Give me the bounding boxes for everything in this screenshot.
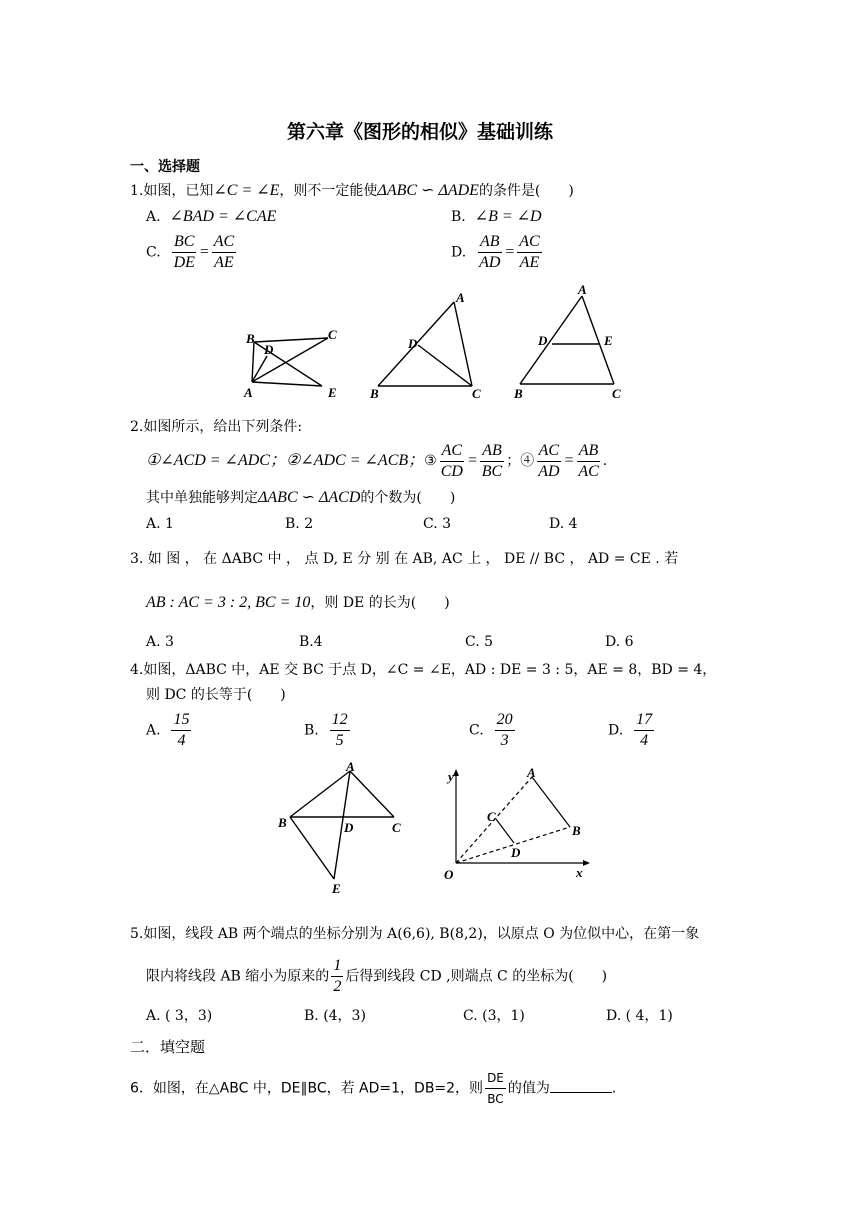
q3-option-d: D. 6 xyxy=(605,634,634,650)
fig4-label-C: C xyxy=(392,820,401,835)
numerator: AC xyxy=(537,441,561,462)
figure-row-2 xyxy=(270,755,600,900)
question-6 xyxy=(130,1068,616,1109)
question-1-stem xyxy=(130,182,574,200)
q6-tail: 的值为 xyxy=(507,1080,550,1097)
answer-blank[interactable] xyxy=(550,1078,612,1093)
q2-question-a: 其中单独能够判定 xyxy=(146,490,258,506)
option-label: D. xyxy=(608,722,624,739)
q2-option-b: B. 2 xyxy=(285,516,314,532)
q3-tail: ，则 DE 的长为( ) xyxy=(310,595,450,611)
page-title: 第六章《图形的相似》基础训练 xyxy=(287,121,554,143)
denominator: AD xyxy=(479,254,501,271)
denominator: 4 xyxy=(640,732,649,749)
question-3-line-2 xyxy=(146,594,450,612)
fig4-label-E: E xyxy=(332,881,341,896)
fig2-label-B: B xyxy=(370,386,379,401)
option-text: ∠BAD = ∠CAE xyxy=(169,208,277,225)
denominator: AE xyxy=(214,254,234,271)
q5-option-c: C. (3，1) xyxy=(463,1008,525,1024)
denominator: CD xyxy=(440,462,463,480)
numerator: AC xyxy=(517,232,541,253)
q2-cond-1: ①∠ACD = ∠ADC； xyxy=(146,452,286,469)
fig1-label-B: B xyxy=(246,331,255,346)
fig2-label-D: D xyxy=(408,336,418,351)
fig1-label-D: D xyxy=(264,342,274,357)
denominator: DE xyxy=(173,254,195,271)
fig4-label-B: B xyxy=(278,815,287,830)
denominator: BC xyxy=(481,462,503,480)
q2-cond-2: ②∠ADC = ∠ACB； xyxy=(285,452,425,469)
q4-option-a xyxy=(146,710,193,751)
question-3-line-1: 3. 如 图 ， 在 ΔABC 中 ， 点 D, E 分 别 在 AB, AC 上 ， DE // BC ， AD = CE . 若 xyxy=(130,551,679,567)
q2-option-c: C. 3 xyxy=(423,516,452,532)
q5-option-a: A. ( 3，3) xyxy=(146,1008,213,1024)
q6-end: . xyxy=(611,1080,617,1097)
question-4-line-1: 4.如图，ΔABC 中，AE 交 BC 于点 D，∠C = ∠E，AD : DE = 3 : 5，AE = 8，BD = 4， xyxy=(130,662,717,678)
fig1-label-E: E xyxy=(328,385,337,400)
q3-math: AB : AC = 3 : 2, BC = 10 xyxy=(146,594,311,611)
fig3-label-B: B xyxy=(514,386,523,401)
denominator: 5 xyxy=(335,732,344,749)
q2-question xyxy=(146,489,455,507)
numerator: 12 xyxy=(330,710,350,731)
section-heading-choice: 一、选择题 xyxy=(130,159,200,175)
q5-line2-a: 限内将线段 AB 缩小为原来的 xyxy=(146,968,330,985)
q3-option-a: A. 3 xyxy=(146,634,174,650)
option-label: A. xyxy=(146,209,161,225)
q1-option-b xyxy=(451,208,542,226)
fig5-label-x: x xyxy=(576,865,583,880)
numerator: AB xyxy=(577,441,601,462)
fig5-label-B: B xyxy=(572,823,581,838)
fig3-label-C: C xyxy=(612,386,621,401)
denominator: AD xyxy=(538,462,560,480)
q2-option-a: A. 1 xyxy=(146,516,174,532)
q2-relation: ΔABC ∽ ΔACD xyxy=(258,489,361,506)
numerator: AB xyxy=(478,232,502,253)
figure-q6 xyxy=(520,296,614,384)
q5-option-b: B. (4，3) xyxy=(304,1008,366,1024)
fig2-label-C: C xyxy=(472,386,481,401)
denominator: AE xyxy=(519,254,540,271)
q3-option-c: C. 5 xyxy=(465,634,494,650)
fig3-label-A: A xyxy=(578,282,587,297)
denominator: 2 xyxy=(333,978,342,995)
figure-q4 xyxy=(290,771,394,879)
q1-stem-c: 的条件是( ) xyxy=(478,183,574,199)
fig1-label-C: C xyxy=(328,327,337,342)
fig5-label-D: D xyxy=(511,845,521,860)
q1-stem-b: ，则不一定能使 xyxy=(279,183,378,199)
q2-conditions: ①∠ACD = ∠ADC；②∠ADC = ∠ACB；③ $\frac{AC}{CD}$ = $\frac{AB}{BC}$ ；④ $\frac{AC}{AD}$ = $\frac{AB}{AC}$ . xyxy=(146,441,608,480)
option-label: D. xyxy=(451,244,467,261)
fig4-label-D: D xyxy=(344,820,354,835)
option-label: C. xyxy=(146,244,161,261)
numerator: DE xyxy=(485,1068,506,1089)
figure-q2 xyxy=(378,302,472,386)
option-label: C. xyxy=(469,722,484,739)
q3-option-b: B.4 xyxy=(299,634,323,650)
q2-option-d: D. 4 xyxy=(549,516,578,532)
numerator: 20 xyxy=(495,710,515,731)
q4-option-b xyxy=(304,710,352,751)
q1-option-a xyxy=(146,208,276,226)
option-text: ∠B = ∠D xyxy=(474,208,542,225)
q1-stem-a: 1.如图，已知 xyxy=(130,183,214,199)
q1-condition: ∠C = ∠E xyxy=(213,182,280,199)
fig3-label-D: D xyxy=(538,333,548,348)
fig3-label-E: E xyxy=(604,333,613,348)
numerator: BC xyxy=(172,232,196,253)
question-4-line-2: 则 DC 的长等于( ) xyxy=(146,687,286,703)
numerator: AB xyxy=(480,441,504,462)
fig5-label-O: O xyxy=(444,867,454,882)
option-label: A. xyxy=(146,722,161,739)
option-label: B. xyxy=(451,209,466,225)
fig1-label-A: A xyxy=(244,385,253,400)
numerator: AC xyxy=(212,232,236,253)
numerator: 17 xyxy=(634,710,654,731)
q1-option-c: C. $\frac{BC}{DE}$ = $\frac{AC}{AE}$ xyxy=(146,233,235,271)
fig5-label-y: y xyxy=(448,769,454,784)
denominator: AC xyxy=(578,462,599,480)
numerator: 15 xyxy=(171,710,191,731)
q5-line2-b: 后得到线段 CD ,则端点 C 的坐标为( ) xyxy=(345,968,608,985)
q5-option-d: D. ( 4，1) xyxy=(606,1008,673,1024)
q2-cond-3: ③ xyxy=(424,453,437,469)
numerator: 1 xyxy=(331,956,343,977)
q2-cond-4: ；④ xyxy=(506,453,535,469)
fig2-label-A: A xyxy=(456,290,465,305)
question-2-stem: 2.如图所示，给出下列条件: xyxy=(130,419,303,435)
figure-row-1 xyxy=(230,282,650,407)
fig5-label-C: C xyxy=(487,809,496,824)
numerator: AC xyxy=(440,441,464,462)
option-label: B. xyxy=(304,722,319,739)
q2-question-b: 的个数为( ) xyxy=(360,490,456,506)
denominator: 3 xyxy=(500,732,509,749)
denominator: BC xyxy=(487,1092,504,1106)
section-heading-fill: 二．填空题 xyxy=(130,1038,206,1056)
figure-q5 xyxy=(456,773,586,863)
q4-option-c xyxy=(469,710,517,751)
q6-stem: 6．如图，在△ABC 中，DE∥BC，若 AD=1，DB=2，则 xyxy=(130,1080,484,1097)
question-5-line-2 xyxy=(146,956,607,997)
q1-relation: ΔABC ∽ ΔADE xyxy=(377,182,479,199)
fig4-label-A: A xyxy=(346,759,355,774)
question-5-line-1: 5.如图，线段 AB 两个端点的坐标分别为 A(6,6), B(8,2)，以原点 O 为位似中心，在第一象 xyxy=(130,926,700,942)
fig5-label-A: A xyxy=(527,765,536,780)
q1-option-d: D. $\frac{AB}{AD}$ = $\frac{AC}{AE}$ xyxy=(451,233,540,271)
q4-option-d xyxy=(608,710,656,751)
denominator: 4 xyxy=(177,732,186,749)
